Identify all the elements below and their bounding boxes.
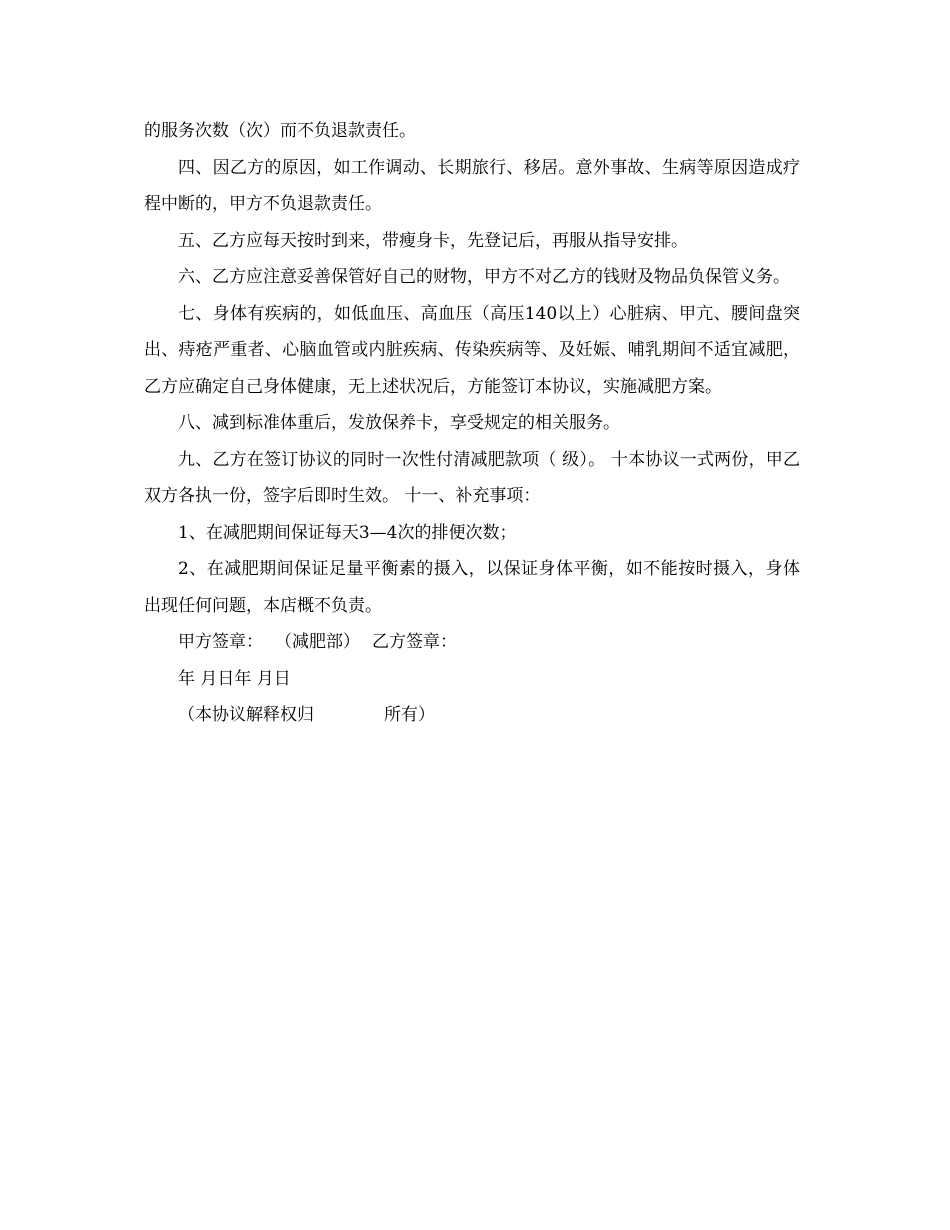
rights-prefix: （本协议解释权归 (178, 705, 314, 725)
party-a-department: （减肥部） (275, 632, 360, 652)
supplement-1: 1、在减肥期间保证每天3—4次的排便次数； (178, 522, 517, 543)
date-line: 年 月日年 月日 (178, 668, 291, 689)
clause-5: 五、乙方应每天按时到来，带瘦身卡，先登记后，再服从指导安排。 (178, 230, 688, 251)
rights-line (144, 697, 800, 734)
document-body (144, 113, 800, 734)
party-b-signature-label: 乙方签章： (372, 632, 457, 652)
clause-4: 四、因乙方的原因，如工作调动、长期旅行、移居。意外事故、生病等原因造成疗程中断的，甲方不负退款责任。 (144, 157, 800, 214)
supplement-2: 2、在减肥期间保证足量平衡素的摄入，以保证身体平衡，如不能按时摄入，身体出现任何问题，本店概不负责。 (144, 559, 800, 616)
signature-line (144, 624, 800, 661)
rights-suffix: 所有） (384, 705, 435, 725)
clause-8: 八、减到标准体重后，发放保养卡，享受规定的相关服务。 (178, 413, 620, 433)
party-a-signature-label: 甲方签章： (178, 632, 263, 652)
paragraph-continuation: 的服务次数（次）而不负退款责任。 (144, 121, 416, 141)
clause-7: 七、身体有疾病的，如低血压、高血压（高压140以上）心脏病、甲亢、腰间盘突出、痔疮严重者、心脑血管或内脏疾病、传染疾病等、及妊娠、哺乳期间不适宜减肥，乙方应确定自己身体健康，无上述状况后，方能签订本协议，实施减肥方案。 (144, 303, 800, 397)
clause-6: 六、乙方应注意妥善保管好自己的财物，甲方不对乙方的钱财及物品负保管义务。 (178, 267, 790, 287)
clause-9: 九、乙方在签订协议的同时一次性付清减肥款项（ 级）。 十本协议一式两份，甲乙双方各执一份，签字后即时生效。 十一、补充事项： (144, 449, 800, 506)
